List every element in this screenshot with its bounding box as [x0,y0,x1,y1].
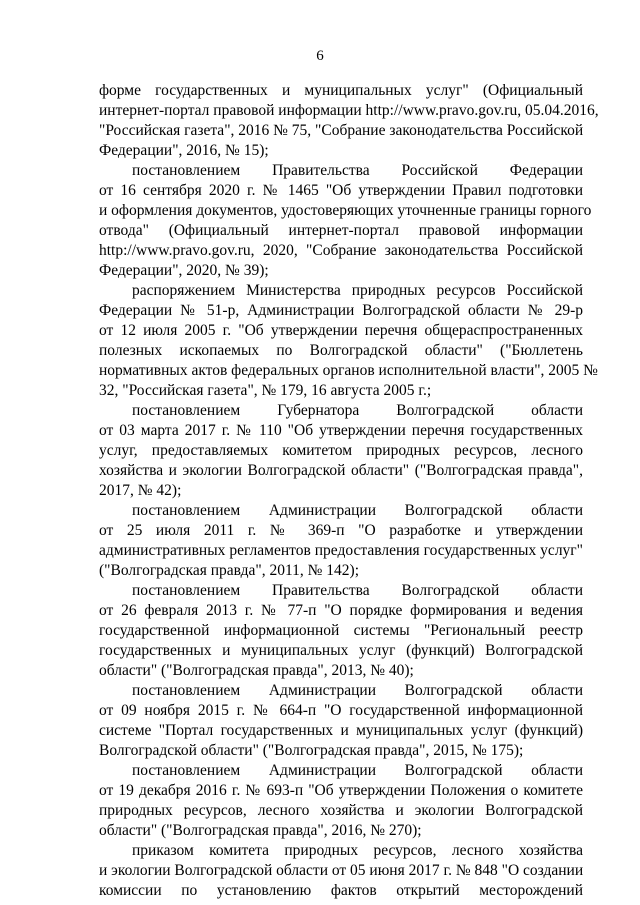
text-line: административных регламентов предоставления государственных услуг" [99,542,583,559]
text-line: распоряжением Министерства природных ресурсов Российской [132,282,583,299]
text-line: http://www.pravo.gov.ru, 2020, "Собрание законодательства Российской [99,242,583,259]
text-line: хозяйства и экологии Волгоградской области" ("Волгоградская правда", [99,462,583,479]
page-number: 6 [316,48,324,64]
text-line: услуг, предоставляемых комитетом природных ресурсов, лесного [99,442,583,459]
text-line: от 09 ноября 2015 г. № 664-п "О государственной информационной [99,702,583,719]
text-line: 2017, № 42); [99,482,182,499]
text-line: комиссии по установлению фактов открытий месторождений [99,882,583,899]
text-line: нормативных актов федеральных органов исполнительной власти", 2005 № [99,362,598,379]
text-line: и экологии Волгоградской области от 05 июня 2017 г. № 848 "О создании [99,862,584,879]
text-line: от 03 марта 2017 г. № 110 "Об утверждении перечня государственных [99,422,583,439]
text-line: отвода" (Официальный интернет-портал правовой информации [99,222,583,239]
text-line: от 12 июля 2005 г. "Об утверждении перечня общераспространенных [99,322,583,339]
text-line: от 26 февраля 2013 г. № 77-п "О порядке формирования и ведения [99,602,583,619]
text-line: приказом комитета природных ресурсов, лесного хозяйства [132,842,583,859]
text-line: государственных и муниципальных услуг (функций) Волгоградской [99,642,583,659]
text-line: ("Волгоградская правда", 2011, № 142); [99,562,360,579]
text-line: полезных ископаемых по Волгоградской области" ("Бюллетень [99,342,583,359]
text-line: области" ("Волгоградская правда", 2016, № 270); [99,822,422,839]
text-line: 32, "Российская газета", № 179, 16 августа 2005 г.; [99,382,432,399]
text-line: от 16 сентября 2020 г. № 1465 "Об утверждении Правил подготовки [99,182,583,199]
text-line: Федерации", 2020, № 39); [99,262,269,279]
text-line: от 25 июля 2011 г. № 369-п "О разработке и утверждении [99,522,583,539]
text-line: области" ("Волгоградская правда", 2013, № 40); [99,662,414,679]
text-line: постановлением Администрации Волгоградской области [132,682,583,699]
text-line: постановлением Правительства Российской Федерации [132,162,583,179]
text-line: "Российская газета", 2016 № 75, "Собрание законодательства Российской [99,122,584,139]
text-line: постановлением Администрации Волгоградской области [132,762,583,779]
text-line: интернет-портал правовой информации http://www.pravo.gov.ru, 05.04.2016, [99,102,599,119]
text-line: постановлением Правительства Волгоградской области [132,582,583,599]
text-line: Федерации № 51-р, Администрации Волгоградской области № 29-р [99,302,583,319]
text-line: постановлением Администрации Волгоградской области [132,502,583,519]
text-line: постановлением Губернатора Волгоградской области [132,402,583,419]
text-line: и оформления документов, удостоверяющих уточненные границы горного [99,202,592,219]
text-line: государственной информационной системы "Региональный реестр [99,622,583,639]
text-line: от 19 декабря 2016 г. № 693-п "Об утверждении Положения о комитете [99,782,583,799]
text-line: Волгоградской области" ("Волгоградская правда", 2015, № 175); [99,742,524,759]
text-line: природных ресурсов, лесного хозяйства и экологии Волгоградской [99,802,583,819]
text-line: системе "Портал государственных и муниципальных услуг (функций) [99,722,583,739]
text-line: Федерации", 2016, № 15); [99,142,269,159]
text-line: форме государственных и муниципальных услуг" (Официальный [99,82,583,99]
